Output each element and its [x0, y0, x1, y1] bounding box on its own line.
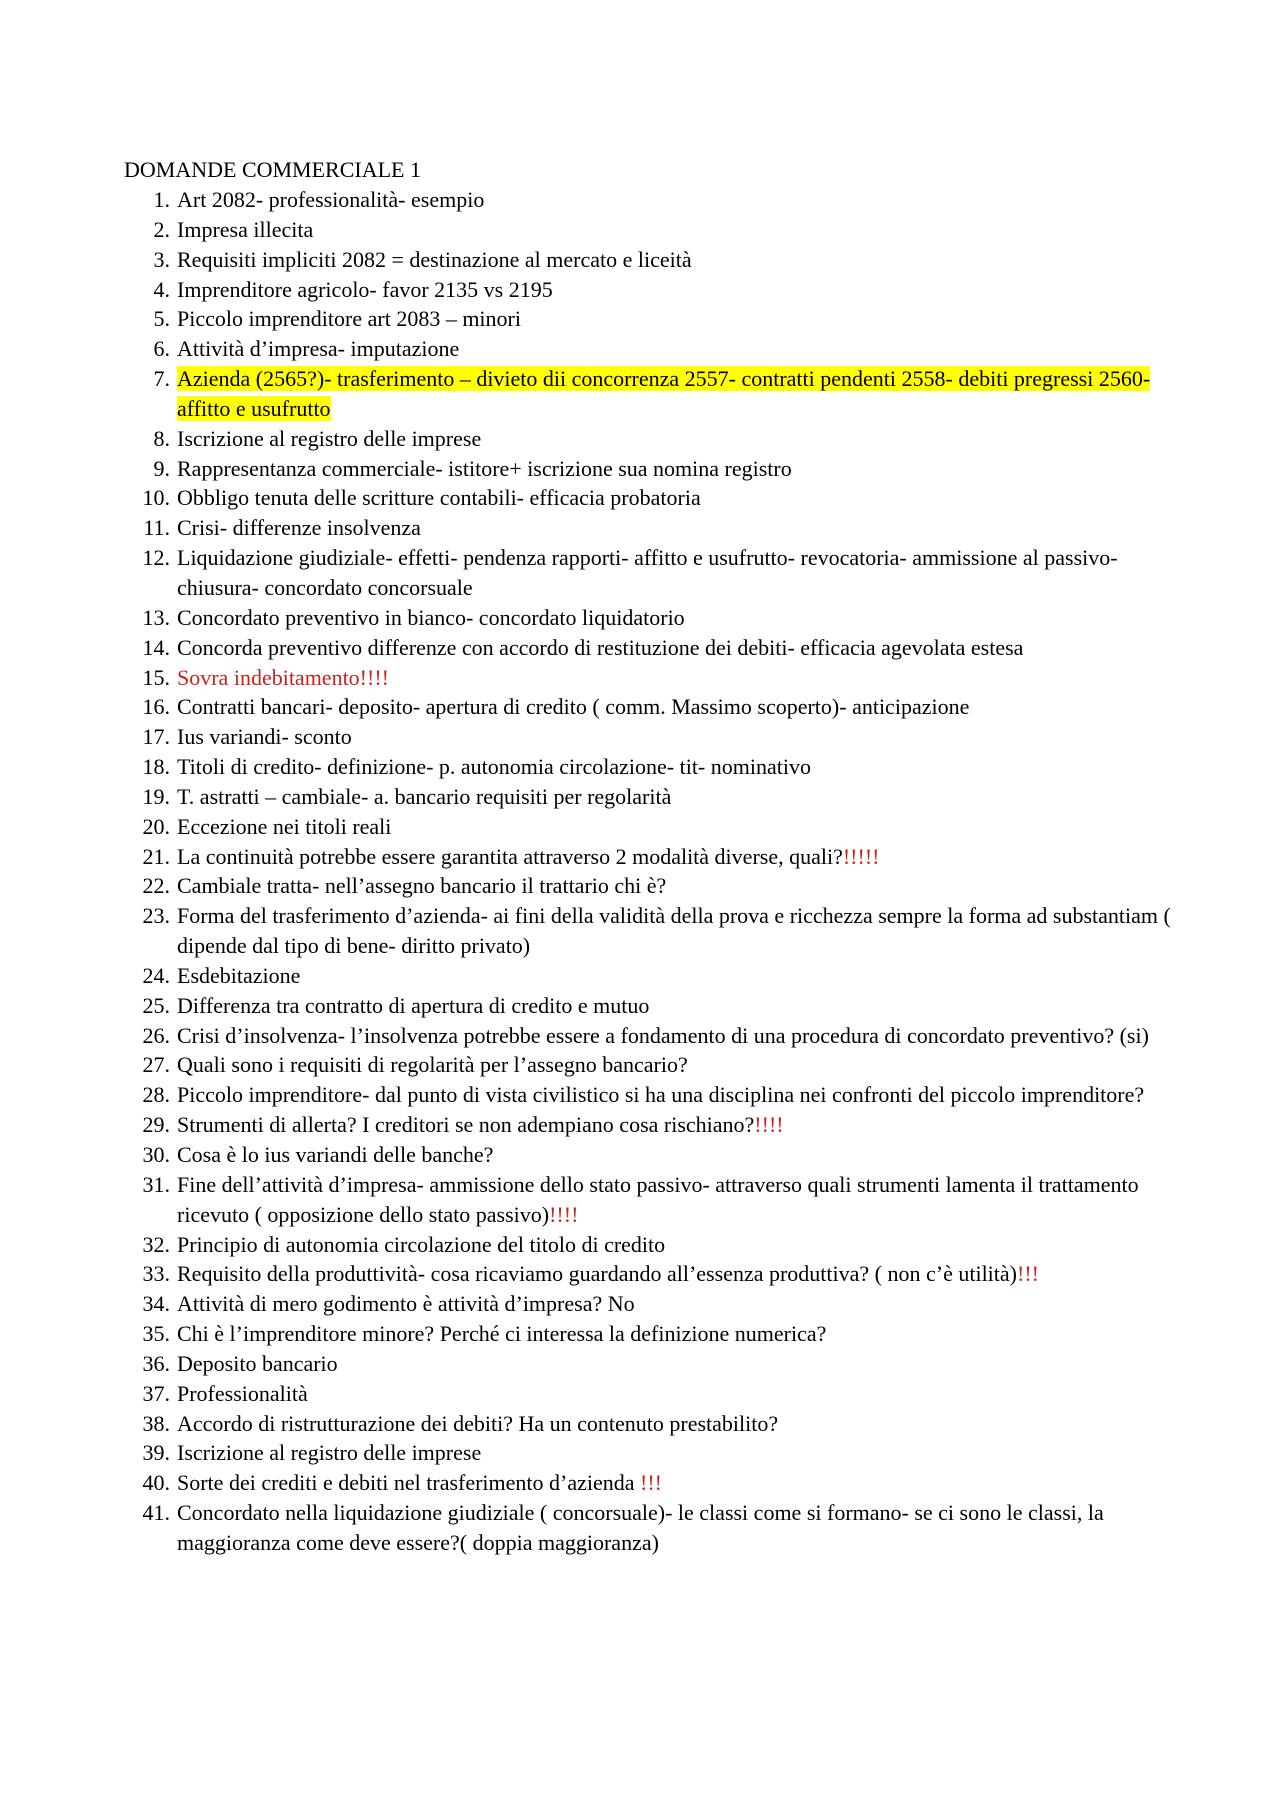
question-list — [124, 185, 1184, 1558]
question-number: 26. — [142, 1022, 170, 1048]
question-item — [124, 245, 1184, 275]
question-number: 34. — [142, 1291, 170, 1317]
question-text: Crisi d’insolvenza- l’insolvenza potrebbe essere a fondamento di una procedura di concordato preventivo? (si) — [177, 1022, 1149, 1048]
question-text: Fine dell’attività d’impresa- ammissione dello stato passivo- attraverso quali strumenti lamenta il trattamento ricevuto ( opposizione dello stato passivo) — [177, 1171, 1139, 1227]
emphasis-mark: !!!! — [549, 1201, 579, 1227]
question-item — [124, 185, 1184, 215]
question-text: Attività d’impresa- imputazione — [177, 336, 460, 362]
question-number: 18. — [142, 754, 170, 780]
question-text: Accordo di ristrutturazione dei debiti? Ha un contenuto prestabilito? — [177, 1410, 779, 1436]
question-number: 25. — [142, 992, 170, 1018]
question-item — [124, 812, 1184, 842]
question-text: Concordato nella liquidazione giudiziale ( concorsuale)- le classi come si formano- se ci sono le classi, la maggioranza come deve essere?( doppia maggioranza) — [177, 1500, 1104, 1555]
question-number: 12. — [142, 545, 170, 571]
question-item — [124, 782, 1184, 812]
question-number: 19. — [142, 783, 170, 809]
question-number: 36. — [142, 1350, 170, 1376]
question-number: 6. — [153, 336, 170, 362]
question-item — [124, 543, 1184, 603]
emphasis-mark: !!! — [640, 1470, 663, 1496]
question-item — [124, 1110, 1184, 1140]
question-number: 30. — [142, 1142, 170, 1167]
question-text: Iscrizione al registro delle imprese — [177, 1440, 482, 1466]
question-item — [124, 722, 1184, 752]
question-number: 7. — [153, 366, 170, 392]
question-item — [124, 364, 1184, 424]
question-number: 29. — [142, 1112, 170, 1138]
question-item — [124, 1050, 1184, 1080]
question-item — [124, 275, 1184, 305]
question-number: 5. — [153, 306, 170, 332]
question-text: Iscrizione al registro delle imprese — [177, 425, 482, 451]
question-text: Cambiale tratta- nell’assegno bancario il trattario chi è? — [177, 873, 667, 899]
question-item — [124, 633, 1184, 663]
question-text: Professionalità — [177, 1380, 308, 1406]
question-text: Principio di autonomia circolazione del titolo di credito — [177, 1231, 666, 1257]
question-text: Esdebitazione — [177, 962, 301, 988]
question-number: 15. — [142, 664, 170, 690]
question-item — [124, 483, 1184, 513]
question-number: 13. — [142, 604, 170, 630]
question-text: Cosa è lo ius variandi delle banche? — [177, 1142, 494, 1167]
emphasis-mark: Sovra indebitamento!!!! — [177, 664, 389, 690]
question-number: 3. — [153, 246, 170, 272]
question-text: Crisi- differenze insolvenza — [177, 515, 421, 541]
question-text: Piccolo imprenditore- dal punto di vista civilistico si ha una disciplina nei confronti del piccolo imprenditore? — [177, 1082, 1145, 1108]
question-text: Liquidazione giudiziale- effetti- pendenza rapporti- affitto e usufrutto- revocatoria- ammissione al passivo- chiusura- concordato concorsuale — [177, 545, 1118, 600]
question-text: Deposito bancario — [177, 1350, 338, 1376]
question-text: Differenza tra contratto di apertura di credito e mutuo — [177, 992, 650, 1018]
question-item — [124, 961, 1184, 991]
question-number: 14. — [142, 634, 170, 660]
question-number: 9. — [153, 455, 170, 481]
document-title: DOMANDE COMMERCIALE 1 — [124, 157, 421, 182]
question-number: 2. — [153, 216, 170, 242]
question-item — [124, 901, 1184, 961]
question-item — [124, 513, 1184, 543]
question-number: 40. — [142, 1470, 170, 1496]
question-text: Rappresentanza commerciale- istitore+ iscrizione sua nomina registro — [177, 455, 792, 481]
question-item — [124, 1259, 1184, 1289]
question-item — [124, 454, 1184, 484]
question-number: 16. — [142, 694, 170, 720]
question-item — [124, 1498, 1184, 1558]
emphasis-mark: !!!!! — [842, 843, 880, 869]
question-number: 31. — [142, 1171, 170, 1197]
question-number: 4. — [153, 276, 170, 302]
question-number: 41. — [142, 1500, 170, 1526]
question-text: Concordato preventivo in bianco- concordato liquidatorio — [177, 604, 685, 630]
question-number: 8. — [153, 425, 170, 451]
question-item — [124, 1379, 1184, 1409]
question-item — [124, 1349, 1184, 1379]
question-number: 23. — [142, 903, 170, 929]
question-item — [124, 424, 1184, 454]
question-number: 38. — [142, 1410, 170, 1436]
question-item — [124, 1080, 1184, 1110]
question-text: T. astratti – cambiale- a. bancario requisiti per regolarità — [177, 783, 672, 809]
question-text: Impresa illecita — [177, 216, 314, 242]
question-number: 32. — [142, 1231, 170, 1257]
question-text: Requisiti impliciti 2082 = destinazione al mercato e liceità — [177, 246, 692, 272]
question-number: 11. — [143, 515, 170, 541]
question-number: 37. — [142, 1380, 170, 1406]
question-text: Strumenti di allerta? I creditori se non adempiano cosa rischiano? — [177, 1112, 755, 1138]
question-item — [124, 334, 1184, 364]
question-item — [124, 1409, 1184, 1439]
question-item — [124, 663, 1184, 693]
question-text: Forma del trasferimento d’azienda- ai fini della validità della prova e ricchezza sempre la forma ad substantiam ( dipende dal tipo di bene- diritto privato) — [177, 903, 1171, 959]
question-item — [124, 1468, 1184, 1498]
question-text: Eccezione nei titoli reali — [177, 813, 392, 839]
question-item — [124, 842, 1184, 872]
emphasis-mark: !!!! — [754, 1112, 784, 1138]
question-item — [124, 991, 1184, 1021]
question-number: 1. — [153, 187, 170, 212]
question-item — [124, 215, 1184, 245]
question-number: 24. — [142, 962, 170, 988]
question-text: Sorte dei crediti e debiti nel trasferimento d’azienda — [177, 1470, 641, 1496]
question-text: Requisito della produttività- cosa ricaviamo guardando all’essenza produttiva? ( non c’è utilità) — [177, 1261, 1017, 1287]
question-number: 10. — [142, 485, 170, 511]
question-text: Piccolo imprenditore art 2083 – minori — [177, 306, 521, 332]
question-item — [124, 871, 1184, 901]
question-item — [124, 1289, 1184, 1319]
question-text: Chi è l’imprenditore minore? Perché ci interessa la definizione numerica? — [177, 1321, 827, 1347]
question-item — [124, 1170, 1184, 1230]
question-number: 20. — [142, 813, 170, 839]
question-text: Attività di mero godimento è attività d’impresa? No — [177, 1291, 635, 1317]
question-text: Azienda (2565?)- trasferimento – divieto dii concorrenza 2557- contratti pendenti 2558- debiti pregressi 2560- affitto e usufrutto — [177, 366, 1151, 421]
question-text: Imprenditore agricolo- favor 2135 vs 2195 — [177, 276, 553, 302]
question-text: Art 2082- professionalità- esempio — [177, 187, 485, 212]
question-number: 21. — [142, 843, 170, 869]
question-number: 17. — [142, 724, 170, 750]
question-item — [124, 304, 1184, 334]
question-item — [124, 752, 1184, 782]
question-number: 22. — [142, 873, 170, 899]
question-text: Titoli di credito- definizione- p. autonomia circolazione- tit- nominativo — [177, 754, 811, 780]
question-number: 27. — [142, 1052, 170, 1078]
question-text: Obbligo tenuta delle scritture contabili- efficacia probatoria — [177, 485, 701, 511]
question-number: 39. — [142, 1440, 170, 1466]
question-item — [124, 692, 1184, 722]
question-text: Concorda preventivo differenze con accordo di restituzione dei debiti- efficacia agevolata estesa — [177, 634, 1024, 660]
question-number: 33. — [142, 1261, 170, 1287]
question-item — [124, 1319, 1184, 1349]
question-item — [124, 603, 1184, 633]
question-number: 35. — [142, 1321, 170, 1347]
question-text: Contratti bancari- deposito- apertura di credito ( comm. Massimo scoperto)- anticipazione — [177, 694, 970, 720]
question-text: Quali sono i requisiti di regolarità per l’assegno bancario? — [177, 1052, 688, 1078]
question-item — [124, 1230, 1184, 1260]
emphasis-mark: !!! — [1017, 1261, 1039, 1287]
question-text: La continuità potrebbe essere garantita attraverso 2 modalità diverse, quali? — [177, 843, 843, 869]
question-item — [124, 1140, 1184, 1170]
question-item — [124, 1438, 1184, 1468]
question-item — [124, 1021, 1184, 1051]
question-number: 28. — [142, 1082, 170, 1108]
question-text: Ius variandi- sconto — [177, 724, 352, 750]
